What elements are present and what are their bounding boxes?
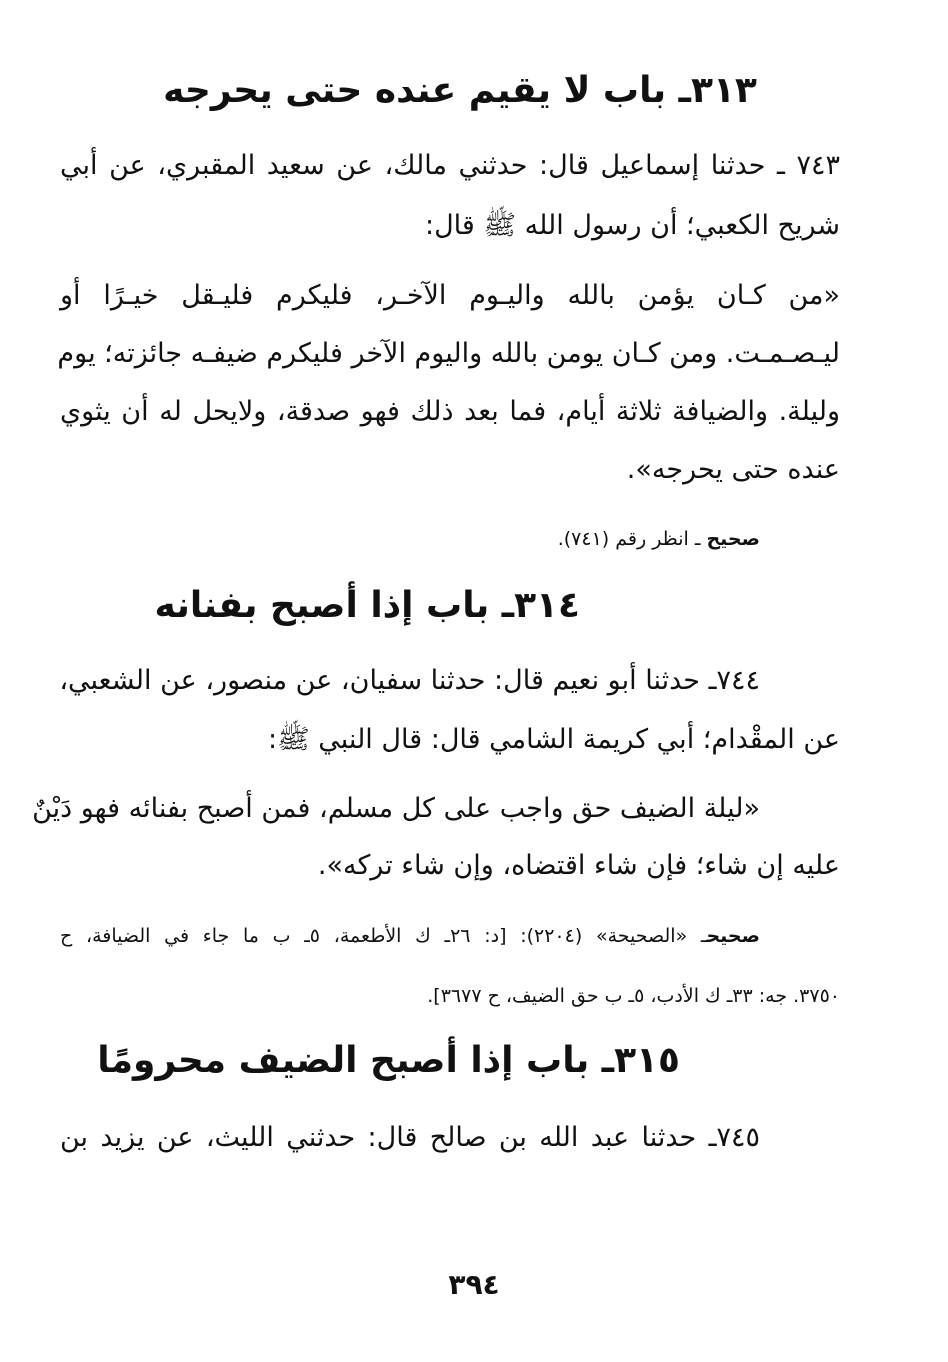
hadith-744-line-4: عليه إن شاء؛ فإن شاء اقتضاه، وإن شاء تركه».: [317, 850, 840, 881]
hadith-743-line-4: ليـصـمـت. ومن كـان يومن بالله واليوم الآخر فليكرم ضيفـه جائزته؛ يوم: [57, 338, 840, 369]
grading-note-744-line-1: [60, 925, 760, 947]
grading-note-743: [300, 528, 760, 550]
hadith-744-line-2: عن المقْدام؛ أبي كريمة الشامي قال: قال النبي ﷺ:: [267, 724, 840, 755]
hadith-743-line-2: شريح الكعبي؛ أن رسول الله ﷺ قال:: [424, 210, 840, 241]
hadith-743-line-6: عنده حتى يحرجه».: [626, 454, 840, 485]
chapter-heading-314: ٣١٤ـ باب إذا أصبح بفنانه: [154, 585, 580, 626]
grading-label: صحيح: [706, 925, 760, 947]
hadith-744-line-3: «ليلة الضيف حق واجب على كل مسلم، فمن أصبح بفنائه فهو دَيْنٌ: [32, 793, 760, 824]
hadith-743-line-1: ٧٤٣ ـ حدثنا إسماعيل قال: حدثني مالك، عن سعيد المقبري، عن أبي: [60, 150, 840, 181]
grading-note-744-line-2: ٣٧٥٠. جه: ٣٣ـ ك الأدب، ٥ـ ب حق الضيف، ح ٣٦٧٧].: [427, 985, 840, 1007]
grading-text: ـ «الصحيحة» (٢٢٠٤): [د: ٢٦ـ ك الأطعمة، ٥ـ ب ما جاء في الضيافة، ح: [60, 925, 707, 947]
grading-label: صحيح: [706, 528, 760, 550]
page-number: ٣٩٤: [448, 1268, 500, 1301]
hadith-745-line-1: ٧٤٥ـ حدثنا عبد الله بن صالح قال: حدثني الليث، عن يزيد بن: [60, 1122, 760, 1153]
hadith-744-line-1: ٧٤٤ـ حدثنا أبو نعيم قال: حدثنا سفيان، عن منصور، عن الشعبي،: [59, 665, 760, 696]
chapter-heading-315: ٣١٥ـ باب إذا أصبح الضيف محرومًا: [97, 1040, 680, 1081]
grading-text: ـ انظر رقم (٧٤١).: [557, 528, 701, 550]
chapter-heading-313: ٣١٣ـ باب لا يقيم عنده حتى يحرجه: [163, 70, 757, 111]
hadith-743-line-5: وليلة. والضيافة ثلاثة أيام، فما بعد ذلك فهو صدقة، ولايحل له أن يثوي: [60, 396, 840, 427]
hadith-743-line-3: «من كـان يؤمن بالله واليـوم الآخـر، فليكرم فليـقل خيـرًا أو: [60, 280, 840, 311]
